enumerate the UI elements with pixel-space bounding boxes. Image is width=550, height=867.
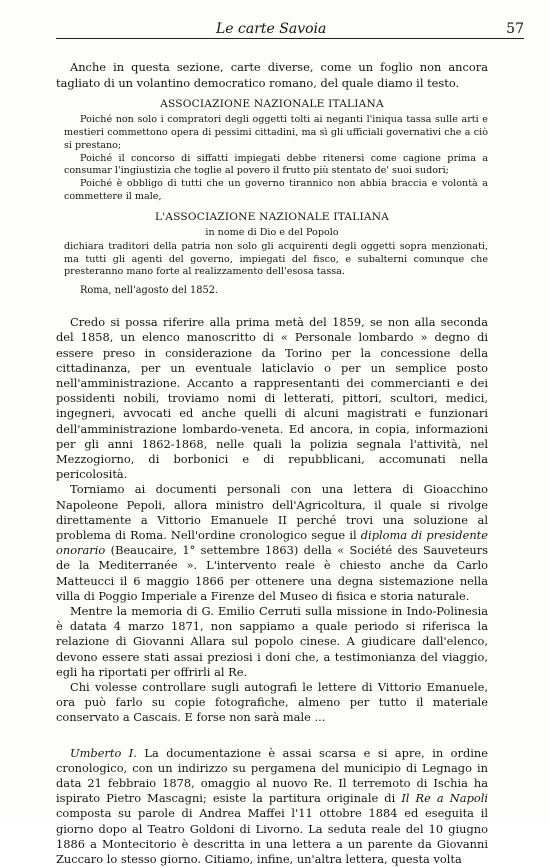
paragraph-personale-lombardo <box>56 315 488 482</box>
paragraph-text: troviamo nomi di letterati, pittori, scultori, medici, ingegneri, avvocati ed anche quelli di alcuni magistrati e funzionari dell'amministrazione lombardo-veneta. Ed ancora, in copia, informazioni per gli anni 1862-1868, nelle quali la polizia segnala l'attività, nel Mezzogiorno, di borbonici e di repubblicani, accomunati nella pericolosità. <box>56 391 488 482</box>
leaflet-paragraph: Poiché è obbligo di tutti che un governo tirannico non abbia braccia e volontà a commettere il male, <box>64 178 488 202</box>
header-rule <box>56 38 524 39</box>
paragraph-autografi: Chi volesse controllare sugli autografi le lettere di Vittorio Emanuele, ora può farlo su copie fotografiche, almeno per tutto il materiale conservato a Cascais. E forse non sarà male ... <box>56 680 488 725</box>
paragraph-text: Torniamo ai documenti personali con una lettera di Gioacchino Napoleone Pepoli, allora ministro dell'Agricoltura, il quale si rivolge direttamente a Vittorio Emanuele II perché trovi una soluzione al problema di Roma. Nell'ordine cronologico segue il <box>56 482 488 542</box>
leaflet-paragraph: Poiché non solo i compratori degli oggetti tolti ai neganti l'iniqua tassa sulle arti e mestieri commettono opera di pessimi cittadini, ma sì gli ufficiali governativi che a ciò si prestano; <box>64 114 488 151</box>
paragraph-cerruti: Mentre la memoria di G. Emilio Cerruti sulla missione in Indo-Polinesia è datata 4 marzo 1871, non sappiamo a quale periodo si riferisca la relazione di Giovanni Allara sul popolo cinese. A giudicare dall'elenco, devono essere stati assai preziosi i doni che, a testimonianza del viaggio, egli ha riportati per offrirli al Re. <box>56 604 488 679</box>
work-title: Il Re a Napoli <box>401 791 488 806</box>
leaflet-declaration-text: dichiara traditori della patria non solo gli acquirenti degli oggetti sopra menzionati, ma tutti gli agenti del governo, impiegati del fisco, e subalterni comunque che presteranno <box>64 240 488 278</box>
paragraph-umberto <box>56 746 488 867</box>
leaflet-subheading: in nome di Dio e del Popolo <box>205 226 339 238</box>
page-body <box>56 60 488 867</box>
paragraph-text: La documentazione è assai scarsa e si apre, in ordine cronologico, con un indirizzo su pergamena del municipio di Legnago in data 21 febbraio 1878, omaggio al nuovo Re. Il terremoto di Ischia ha ispirato Pietro Mascagni; esiste la partitura originale di <box>56 745 488 806</box>
running-title: Le carte Savoia <box>216 21 327 37</box>
intro-paragraph: Anche in questa sezione, carte diverse, come un foglio non ancora tagliato di un volantino democratico romano, del quale diamo il testo. <box>56 60 488 90</box>
paragraph-text: (Beaucaire, 1° settembre 1863) della « Société des Sauveteurs de la Mediterranée ». L'intervento reale è chiesto anche da Carlo Matteucci il 6 maggio 1866 per ottenere una degna sistemazione nella villa di Poggio Imperiale a Firenze del Museo di fisica e storia naturale. <box>56 543 488 603</box>
paragraph-pepoli <box>56 482 488 604</box>
leaflet-heading-2: L'ASSOCIAZIONE NAZIONALE ITALIANA <box>154 210 390 223</box>
paragraph-text: Credo si possa riferire alla prima metà del 1859, se non alla seconda del 1858, un elenco manoscritto di « Personale lombardo » degno di essere preso in considerazione da Torino per la concessione della cittadinanza, per un eventuale laticlavio o per un semplice posto nell'amministrazione. Accanto a rappresentanti dei commercianti e dei possidenti nobili, <box>56 315 488 406</box>
diploma-title: diploma di presidente onorario <box>56 528 488 558</box>
paragraph-text: composta su parole di Andrea Maffei l'11 ottobre 1884 ed eseguita il giorno dopo al Teatro Goldoni di Livorno. La seduta reale del 10 giugno 1886 a Montecitorio è descritta in una lettera a un parente da Giovanni Zuccaro lo stesso giorno. Citiamo, infine, un'altra lettera, questa volta <box>56 806 488 867</box>
leaflet-heading: ASSOCIAZIONE NAZIONALE ITALIANA <box>160 98 384 111</box>
section-lead: Umberto I. <box>70 745 137 760</box>
page-number: 57 <box>506 21 524 37</box>
leaflet-declaration <box>64 241 488 279</box>
place-date: Roma, nell'agosto del 1852. <box>80 285 219 297</box>
leaflet-paragraph: Poiché il concorso di siffatti impiegati debbe ritenersi come cagione prima a consumar l'ingiustizia che toglie al povero il frutto più stentato de' suoi sudori; <box>64 152 488 177</box>
leaflet-quote <box>56 97 488 297</box>
leaflet-declaration-end: mano forte al realizzamento dell'esosa tassa. <box>123 266 345 278</box>
